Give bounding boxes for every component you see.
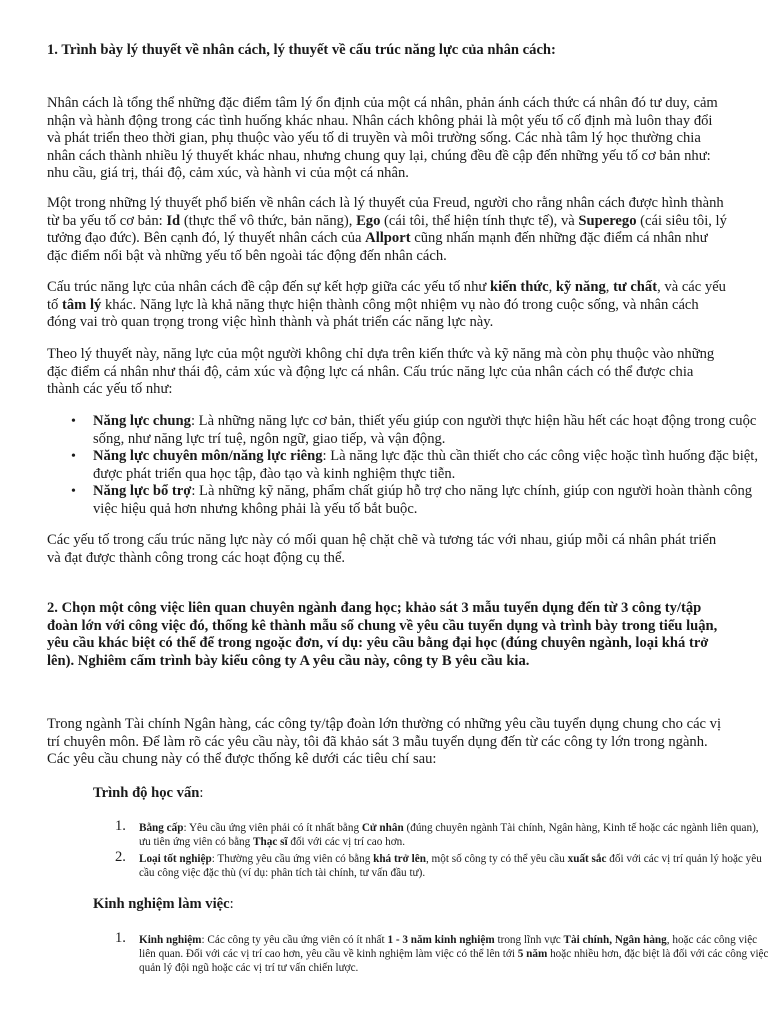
list-item: • Năng lực bổ trợ: Là những kỹ năng, phẩm chất giúp hỗ trợ cho năng lực chính, giúp con người hoàn thành công việc hiệu quả hơn nhưng không phải là yếu tố bắt buộc.: [93, 483, 768, 518]
section-1-title: 1. Trình bày lý thuyết về nhân cách, lý thuyết về cấu trúc năng lực của nhân cách:: [47, 42, 556, 58]
list-item: • Năng lực chuyên môn/năng lực riêng: Là năng lực đặc thù cần thiết cho các công việc hoặc tình huống đặc biệt, được phát triển qua học tập, đào tạo và kinh nghiệm thực tiễn.: [93, 448, 768, 483]
section-1-paragraph-4: Theo lý thuyết này, năng lực của một người không chỉ dựa trên kiến thức và kỹ năng mà còn phụ thuộc vào những đặc điểm cá nhân như thái độ, cảm xúc và động lực cá nhân. Cấu trúc năng lực của nhân cách có thể được chia thành các yếu tố như:: [47, 346, 715, 397]
education-numbered-list: [93, 818, 768, 883]
education-subheading: Trình độ học vấn:: [93, 785, 204, 801]
section-1-paragraph-1: Nhân cách là tổng thể những đặc điểm tâm lý ổn định của một cá nhân, phản ánh cách thức cá nhân đó tư duy, cảm nhận và hành động trong các tình huống khác nhau. Nhân cách không phải là một yếu tố cố định mà luôn thay đổi và phát triển theo thời gian, phụ thuộc vào yếu tố di truyền và môi trường sống. Các nhà tâm lý học thường chia nhân cách thành nhiều lý thuyết khác nhau, nhưng chung quy lại, chúng đều đề cập đến những yếu tố cơ bản như: nhu cầu, giá trị, thái độ, cảm xúc, và hành vi của một cá nhân.: [47, 95, 718, 181]
list-item: 1. Bằng cấp: Yêu cầu ứng viên phải có ít nhất bằng Cử nhân (đúng chuyên ngành Tài chính, Ngân hàng, Kinh tế hoặc các ngành liên quan), ưu tiên ứng viên có bằng Thạc sĩ đối với các vị trí cao hơn.: [115, 818, 759, 848]
competency-bullet-list: [47, 413, 768, 518]
section-1-paragraph-2: Một trong những lý thuyết phổ biến về nhân cách là lý thuyết của Freud, người cho rằng nhân cách được hình thành từ ba yếu tố cơ bản: Id (thực thể vô thức, bản năng), Ego (cái tôi, thể hiện tính thực tế), và Superego (cái siêu tôi, lý tưởng đạo đức). Bên cạnh đó, lý thuyết nhân cách của Allport cũng nhấn mạnh đến những đặc điểm cá nhân như đặc điểm nổi bật và những yếu tố bên ngoài tác động đến nhân cách.: [47, 195, 727, 264]
section-1-paragraph-3: Cấu trúc năng lực của nhân cách đề cập đến sự kết hợp giữa các yếu tố như kiến thức, kỹ năng, tư chất, và các yếu tố tâm lý khác. Năng lực là khả năng thực hiện thành công một nhiệm vụ nào đó trong cuộc sống, và nhân cách đóng vai trò quan trọng trong việc hình thành và phát triển các năng lực này.: [47, 279, 726, 330]
list-item: • Năng lực chung: Là những năng lực cơ bản, thiết yếu giúp con người thực hiện hầu hết các hoạt động trong cuộc sống, như năng lực trí tuệ, ngôn ngữ, giao tiếp, và vận động.: [93, 413, 768, 448]
list-item: 1. Kinh nghiệm: Các công ty yêu cầu ứng viên có ít nhất 1 - 3 năm kinh nghiệm trong lĩnh vực Tài chính, Ngân hàng, hoặc các công việc liên quan. Đối với các vị trí cao hơn, yêu cầu về kinh nghiệm làm việc có thể lên tới 5 năm hoặc nhiều hơn, đặc biệt là đối với các công việc quản lý đội ngũ hoặc các vị trí tư vấn chiến lược.: [115, 930, 768, 974]
section-1-paragraph-5: Các yếu tố trong cấu trúc năng lực này có mối quan hệ chặt chẽ và tương tác với nhau, giúp mỗi cá nhân phát triển và đạt được thành công trong các hoạt động cụ thể.: [47, 532, 717, 566]
section-2-paragraph-1: Trong ngành Tài chính Ngân hàng, các công ty/tập đoàn lớn thường có những yêu cầu tuyển dụng chung cho các vị trí chuyên môn. Để làm rõ các yêu cầu này, tôi đã khảo sát 3 mẫu tuyển dụng đến từ các công ty lớn trong ngành. Các yêu cầu chung này có thể được thống kê dưới các tiêu chí sau:: [47, 716, 722, 767]
experience-numbered-list: [93, 930, 768, 978]
list-item: 2. Loại tốt nghiệp: Thường yêu cầu ứng viên có bằng khá trở lên, một số công ty có thể yêu cầu xuất sắc đối với các vị trí quản lý hoặc yêu cầu công việc đặc thù (ví dụ: phân tích tài chính, tư vấn đầu tư).: [115, 849, 762, 879]
experience-subheading: Kinh nghiệm làm việc:: [93, 896, 234, 912]
section-2-title: 2. Chọn một công việc liên quan chuyên ngành đang học; khảo sát 3 mẫu tuyển dụng đến từ 3 công ty/tập đoàn lớn với công việc đó, thống kê thành mẫu số chung về yêu cầu tuyển dụng và trình bày trong tiểu luận, yêu cầu khác biệt có thể để trong ngoặc đơn, ví dụ: yêu cầu bằng đại học (đúng chuyên ngành, loại khá trở lên). Nghiêm cấm trình bày kiểu công ty A yêu cầu này, công ty B yêu cầu kia.: [47, 600, 718, 669]
